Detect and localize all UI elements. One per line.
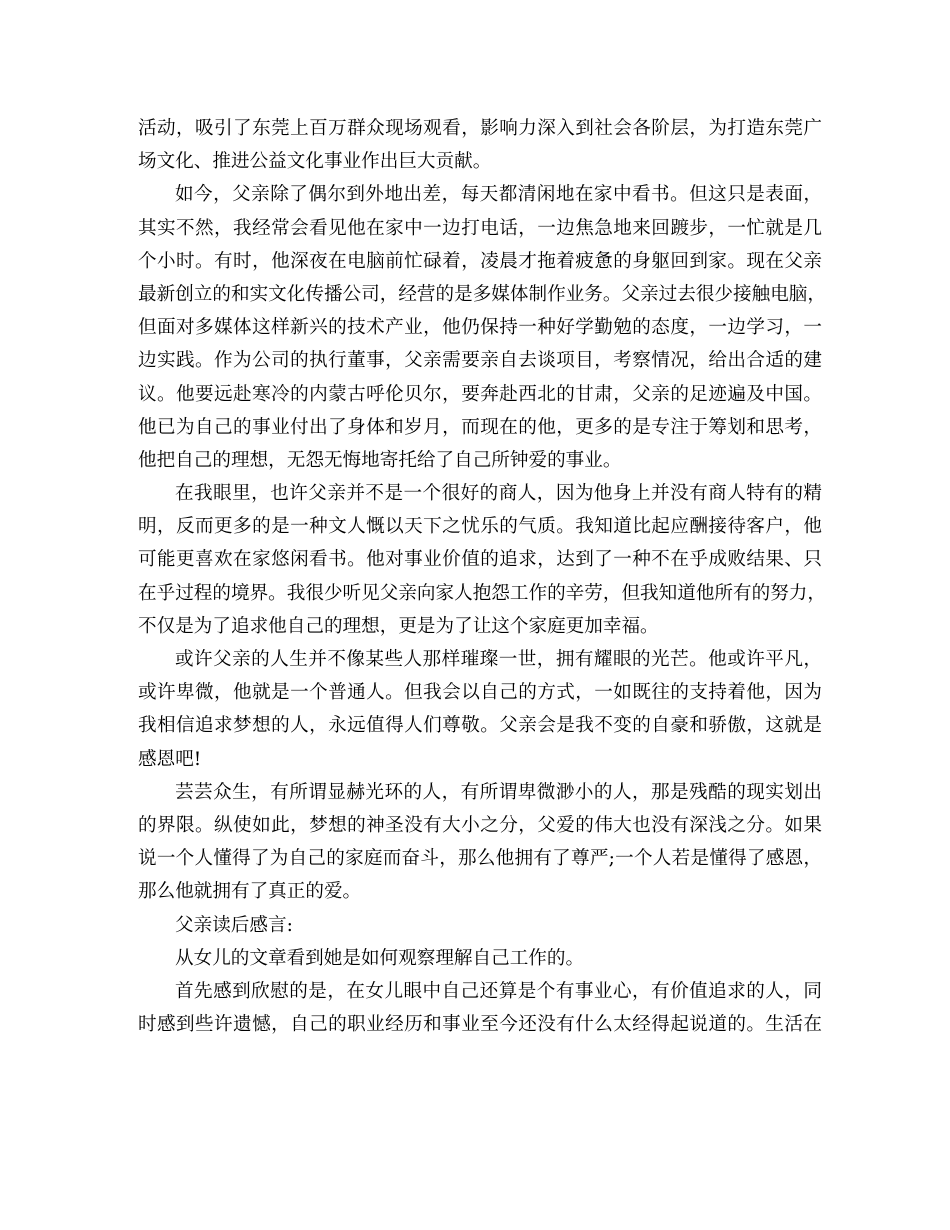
text-line: 时感到些许遗憾，自己的职业经历和事业至今还没有什么太经得起说道的。生活在 [138, 1014, 822, 1036]
text-line: 活动，吸引了东莞上百万群众现场观看，影响力深入到社会各阶层，为打造东莞广 [138, 118, 822, 139]
text-line: 个小时。有时，他深夜在电脑前忙碌着，凌晨才拖着疲惫的身躯回到家。现在父亲 [138, 250, 822, 272]
text-line: 我相信追求梦想的人，永远值得人们尊敬。父亲会是我不变的自豪和骄傲，这就是 [138, 715, 822, 737]
text-line: 边实践。作为公司的执行董事，父亲需要亲自去谈项目，考察情况，给出合适的建 [138, 350, 822, 372]
text-line: 如今，父亲除了偶尔到外地出差，每天都清闲地在家中看书。但这只是表面， [175, 184, 822, 206]
text-line: 可能更喜欢在家悠闲看书。他对事业价值的追求，达到了一种不在乎成败结果、只 [138, 549, 822, 571]
text-line: 父亲读后感言: [175, 914, 293, 936]
text-line: 说一个人懂得了为自己的家庭而奋斗，那么他拥有了尊严;一个人若是懂得了感恩， [138, 848, 822, 870]
text-line: 那么他就拥有了真正的爱。 [138, 881, 362, 903]
text-line: 他把自己的理想，无怨无悔地寄托给了自己所钟爱的事业。 [138, 449, 622, 471]
text-line: 不仅是为了追求他自己的理想，更是为了让这个家庭更加幸福。 [138, 615, 659, 637]
text-line: 芸芸众生，有所谓显赫光环的人，有所谓卑微渺小的人，那是残酷的现实划出 [175, 781, 822, 803]
text-line: 感恩吧! [138, 748, 202, 770]
text-line: 其实不然，我经常会看见他在家中一边打电话，一边焦急地来回踱步，一忙就是几 [138, 217, 822, 239]
text-line: 明，反而更多的是一种文人慨以天下之忧乐的气质。我知道比起应酬接待客户，他 [138, 516, 822, 538]
text-line: 从女儿的文章看到她是如何观察理解自己工作的。 [175, 947, 585, 969]
text-line: 场文化、推进公益文化事业作出巨大贡献。 [138, 151, 492, 173]
text-line: 但面对多媒体这样新兴的技术产业，他仍保持一种好学勤勉的态度，一边学习，一 [138, 317, 822, 339]
text-line: 在乎过程的境界。我很少听见父亲向家人抱怨工作的辛劳，但我知道他所有的努力， [138, 582, 826, 604]
text-line: 他已为自己的事业付出了身体和岁月，而现在的他，更多的是专注于筹划和思考， [138, 416, 822, 438]
document-body [138, 112, 826, 1041]
text-line: 首先感到欣慰的是，在女儿眼中自己还算是个有事业心，有价值追求的人，同 [175, 980, 822, 1002]
text-line: 在我眼里，也许父亲并不是一个很好的商人，因为他身上并没有商人特有的精 [175, 483, 822, 505]
text-line: 最新创立的和实文化传播公司，经营的是多媒体制作业务。父亲过去很少接触电脑， [138, 283, 826, 305]
text-line: 的界限。纵使如此，梦想的神圣没有大小之分，父爱的伟大也没有深浅之分。如果 [138, 814, 822, 836]
text-line: 或许卑微，他就是一个普通人。但我会以自己的方式，一如既往的支持着他，因为 [138, 682, 822, 704]
text-line: 或许父亲的人生并不像某些人那样璀璨一世，拥有耀眼的光芒。他或许平凡， [175, 649, 822, 670]
text-line: 议。他要远赴寒冷的内蒙古呼伦贝尔，要奔赴西北的甘肃，父亲的足迹遍及中国。 [138, 383, 822, 405]
